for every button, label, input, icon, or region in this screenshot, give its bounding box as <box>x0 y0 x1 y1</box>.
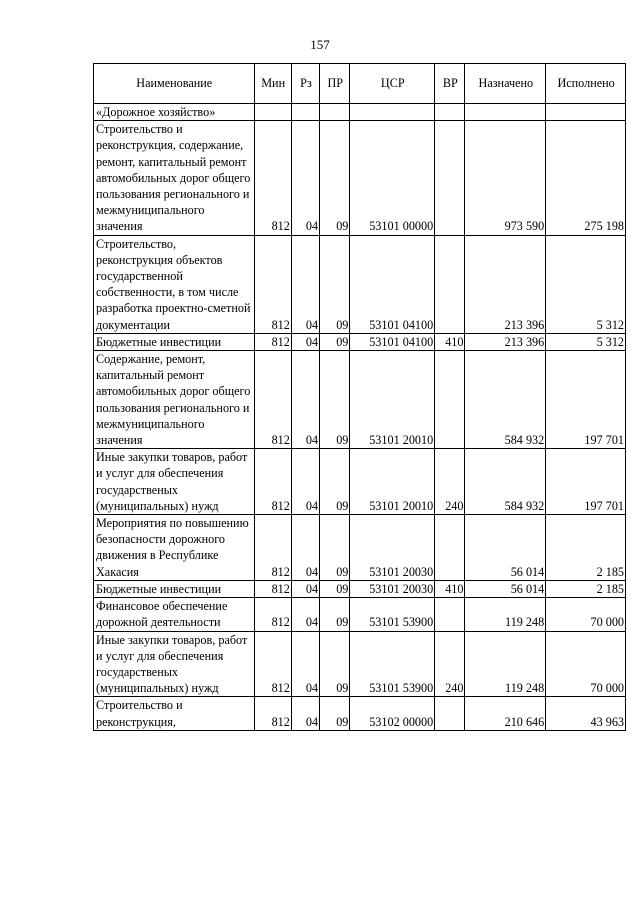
cell-pr: 09 <box>320 515 350 581</box>
cell-min: 812 <box>254 697 291 730</box>
cell-vr <box>435 598 465 631</box>
header-pr: ПР <box>320 64 350 104</box>
cell-csr: 53101 20010 <box>350 449 435 515</box>
header-min: Мин <box>254 64 291 104</box>
cell-rz: 04 <box>291 631 319 697</box>
cell-rz: 04 <box>291 121 319 235</box>
cell-assigned: 119 248 <box>465 598 546 631</box>
header-vr: ВР <box>435 64 465 104</box>
cell-min: 812 <box>254 580 291 597</box>
cell-assigned: 584 932 <box>465 351 546 449</box>
cell-executed: 43 963 <box>546 697 626 730</box>
cell-vr <box>435 515 465 581</box>
cell-csr: 53101 20030 <box>350 515 435 581</box>
cell-pr: 09 <box>320 121 350 235</box>
cell-vr <box>435 351 465 449</box>
table-row <box>94 580 626 597</box>
cell-name: Финансовое обеспечение дорожной деятельности <box>94 598 255 631</box>
cell-min: 812 <box>254 121 291 235</box>
cell-min: 812 <box>254 333 291 350</box>
cell-min <box>254 104 291 121</box>
header-name: Наименование <box>94 64 255 104</box>
cell-pr <box>320 104 350 121</box>
cell-csr: 53102 00000 <box>350 697 435 730</box>
cell-executed: 70 000 <box>546 598 626 631</box>
header-executed: Исполнено <box>546 64 626 104</box>
table-row <box>94 449 626 515</box>
cell-vr <box>435 697 465 730</box>
cell-executed: 2 185 <box>546 515 626 581</box>
cell-executed: 70 000 <box>546 631 626 697</box>
cell-min: 812 <box>254 631 291 697</box>
cell-executed: 5 312 <box>546 235 626 333</box>
cell-executed: 275 198 <box>546 121 626 235</box>
cell-assigned: 119 248 <box>465 631 546 697</box>
page-number: 157 <box>310 37 330 52</box>
cell-vr: 410 <box>435 580 465 597</box>
cell-rz: 04 <box>291 515 319 581</box>
table-row <box>94 697 626 730</box>
cell-rz: 04 <box>291 351 319 449</box>
cell-pr: 09 <box>320 333 350 350</box>
table-header-row <box>94 64 626 104</box>
cell-csr: 53101 53900 <box>350 598 435 631</box>
table-row <box>94 515 626 581</box>
budget-table <box>93 63 626 731</box>
cell-min: 812 <box>254 449 291 515</box>
cell-name: Строительство и реконструкция, <box>94 697 255 730</box>
cell-csr: 53101 20010 <box>350 351 435 449</box>
cell-csr: 53101 04100 <box>350 333 435 350</box>
cell-assigned: 973 590 <box>465 121 546 235</box>
cell-csr: 53101 00000 <box>350 121 435 235</box>
cell-rz: 04 <box>291 598 319 631</box>
cell-assigned: 56 014 <box>465 580 546 597</box>
header-assigned: Назначено <box>465 64 546 104</box>
table-row <box>94 333 626 350</box>
cell-rz: 04 <box>291 235 319 333</box>
cell-pr: 09 <box>320 351 350 449</box>
table-row <box>94 121 626 235</box>
cell-executed <box>546 104 626 121</box>
cell-csr: 53101 20030 <box>350 580 435 597</box>
table-row <box>94 104 626 121</box>
table-row <box>94 631 626 697</box>
cell-min: 812 <box>254 598 291 631</box>
cell-vr <box>435 235 465 333</box>
cell-name: Строительство и реконструкция, содержание, ремонт, капитальный ремонт автомобильных дорог общего пользования регионального и межмуниципального значения <box>94 121 255 235</box>
cell-name: Строительство, реконструкция объектов государственной собственности, в том числе разработка проектно-сметной документации <box>94 235 255 333</box>
cell-rz <box>291 104 319 121</box>
table-body <box>94 104 626 731</box>
cell-executed: 197 701 <box>546 351 626 449</box>
cell-min: 812 <box>254 515 291 581</box>
cell-min: 812 <box>254 351 291 449</box>
cell-rz: 04 <box>291 697 319 730</box>
cell-executed: 197 701 <box>546 449 626 515</box>
header-csr: ЦСР <box>350 64 435 104</box>
cell-assigned: 213 396 <box>465 235 546 333</box>
cell-pr: 09 <box>320 449 350 515</box>
cell-assigned: 210 646 <box>465 697 546 730</box>
table-row <box>94 235 626 333</box>
cell-csr: 53101 04100 <box>350 235 435 333</box>
header-rz: Рз <box>291 64 319 104</box>
cell-name: Иные закупки товаров, работ и услуг для обеспечения государственых (муниципальных) нужд <box>94 449 255 515</box>
cell-pr: 09 <box>320 598 350 631</box>
cell-executed: 5 312 <box>546 333 626 350</box>
cell-name: Мероприятия по повышению безопасности дорожного движения в Республике Хакасия <box>94 515 255 581</box>
cell-csr: 53101 53900 <box>350 631 435 697</box>
cell-vr <box>435 121 465 235</box>
cell-name: Иные закупки товаров, работ и услуг для обеспечения государственых (муниципальных) нужд <box>94 631 255 697</box>
cell-name: Бюджетные инвестиции <box>94 580 255 597</box>
cell-rz: 04 <box>291 449 319 515</box>
table-row <box>94 598 626 631</box>
cell-vr <box>435 104 465 121</box>
cell-vr: 240 <box>435 449 465 515</box>
cell-assigned <box>465 104 546 121</box>
table-row <box>94 351 626 449</box>
cell-executed: 2 185 <box>546 580 626 597</box>
cell-assigned: 584 932 <box>465 449 546 515</box>
cell-vr: 240 <box>435 631 465 697</box>
cell-pr: 09 <box>320 235 350 333</box>
cell-pr: 09 <box>320 631 350 697</box>
cell-min: 812 <box>254 235 291 333</box>
cell-pr: 09 <box>320 697 350 730</box>
cell-vr: 410 <box>435 333 465 350</box>
cell-assigned: 56 014 <box>465 515 546 581</box>
cell-name: Бюджетные инвестиции <box>94 333 255 350</box>
cell-name: «Дорожное хозяйство» <box>94 104 255 121</box>
cell-rz: 04 <box>291 580 319 597</box>
cell-pr: 09 <box>320 580 350 597</box>
cell-csr <box>350 104 435 121</box>
cell-rz: 04 <box>291 333 319 350</box>
cell-assigned: 213 396 <box>465 333 546 350</box>
cell-name: Содержание, ремонт, капитальный ремонт автомобильных дорог общего пользования регионального и межмуниципального значения <box>94 351 255 449</box>
